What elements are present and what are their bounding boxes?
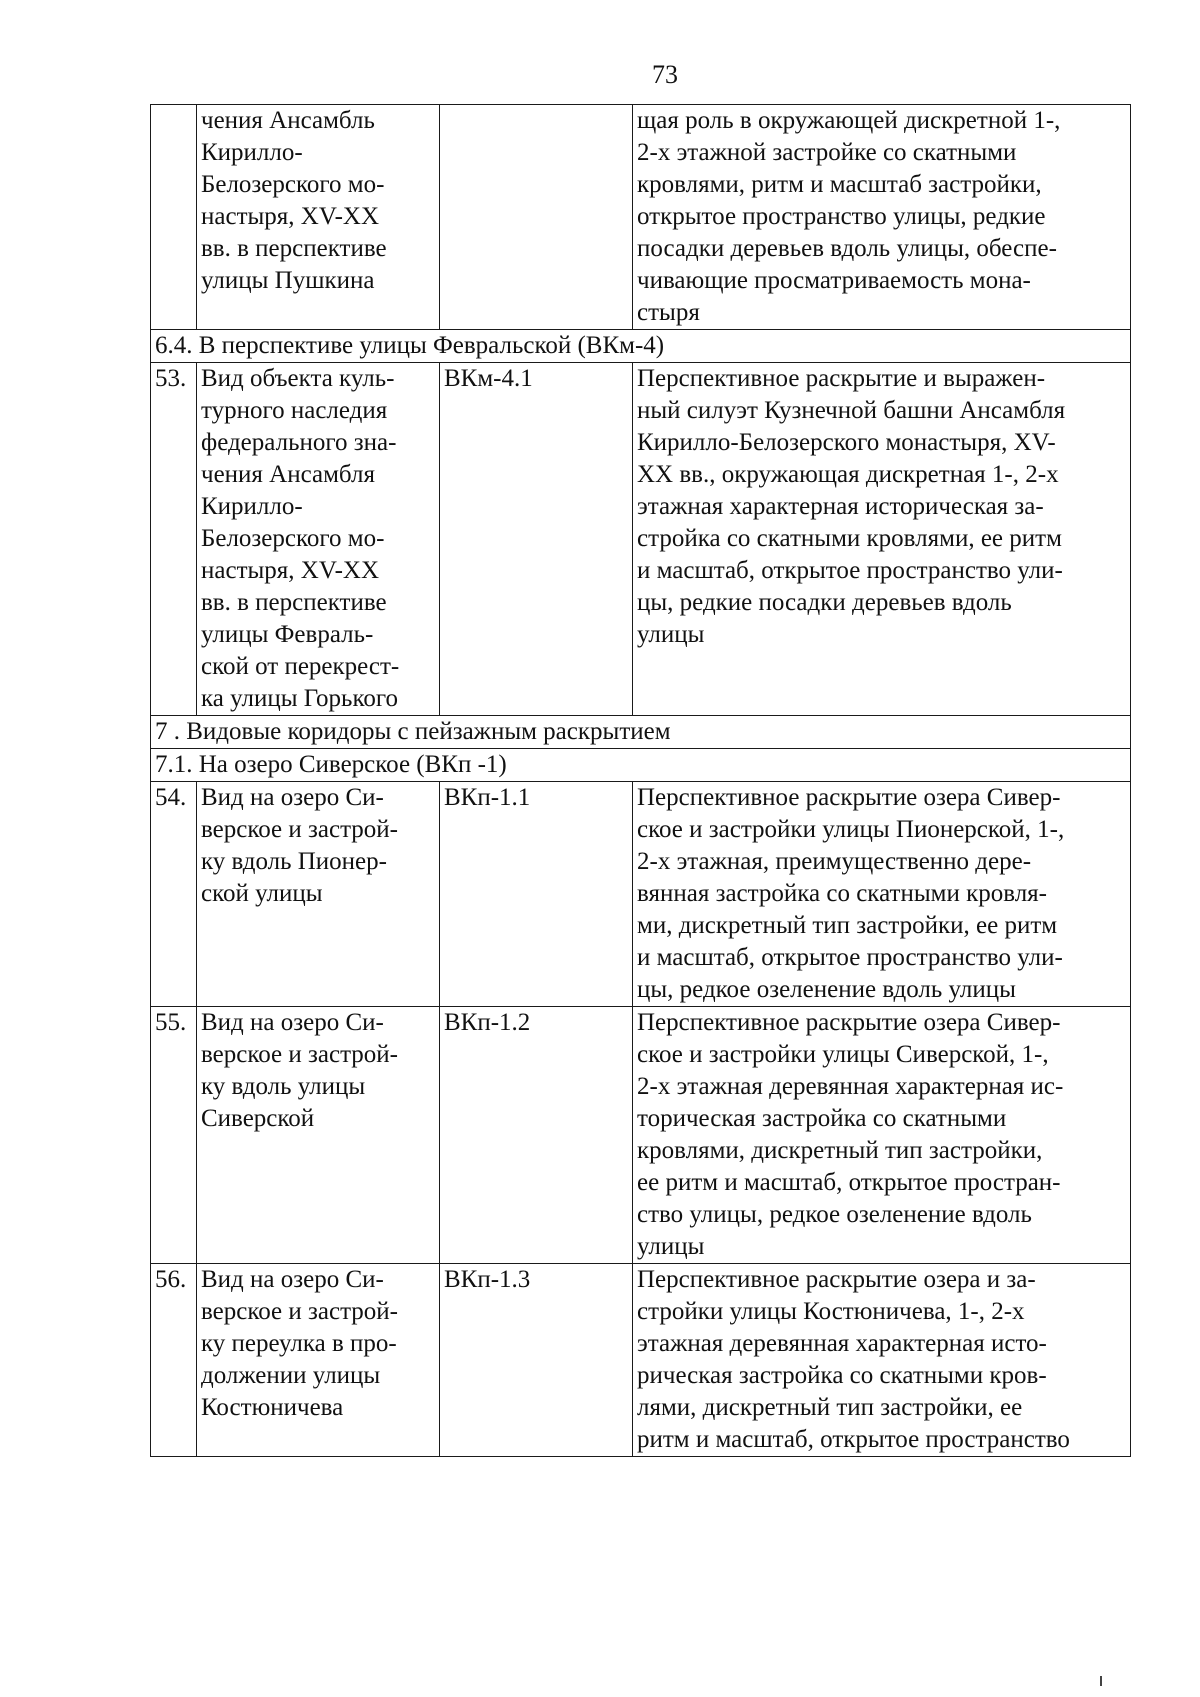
table-row xyxy=(151,105,1131,330)
section-heading-row xyxy=(151,716,1131,749)
section-heading: 6.4. В перспективе улицы Февральской (ВКм-4) xyxy=(151,330,1131,363)
view-corridors-table xyxy=(150,104,1131,1457)
scan-mark xyxy=(1100,1676,1102,1686)
row-number-cell: 56. xyxy=(151,1264,197,1457)
page-number: 73 xyxy=(652,60,678,89)
section-heading-row xyxy=(151,330,1131,363)
corridor-code-cell: ВКп-1.3 xyxy=(440,1264,633,1457)
description-cell: Перспективное раскрытие озера и за- стройки улицы Костюничева, 1-, 2-х этажная деревянная характерная исто- рическая застройка со скатными кров- лями, дискретный тип застройки, ее ритм и масштаб, открытое пространство xyxy=(633,1264,1131,1457)
view-name-cell: чения Ансамбль Кирилло- Белозерского мо- настыря, XV-XX вв. в перспективе улицы Пушкина xyxy=(197,105,440,330)
table-row xyxy=(151,363,1131,716)
description-cell: Перспективное раскрытие и выражен- ный силуэт Кузнечной башни Ансамбля Кирилло-Белозерского монастыря, XV- XX вв., окружающая дискретная 1-, 2-х этажная характерная историческая за- стройка со скатными кровлями, ее ритм и масштаб, открытое пространство ули- цы, редкие посадки деревьев вдоль улицы xyxy=(633,363,1131,716)
row-number-cell xyxy=(151,105,197,330)
description-cell: Перспективное раскрытие озера Сивер- ское и застройки улицы Пионерской, 1-, 2-х этажная, преимущественно дере- вянная застройка со скатными кровля- ми, дискретный тип застройки, ее ритм и масштаб, открытое пространство ули- цы, редкое озеленение вдоль улицы xyxy=(633,782,1131,1007)
section-heading: 7 . Видовые коридоры с пейзажным раскрытием xyxy=(151,716,1131,749)
view-name-cell: Вид на озеро Си- верское и застрой- ку переулка в про- должении улицы Костюничева xyxy=(197,1264,440,1457)
view-name-cell: Вид на озеро Си- верское и застрой- ку вдоль улицы Сиверской xyxy=(197,1007,440,1264)
corridor-code-cell xyxy=(440,105,633,330)
description-cell: Перспективное раскрытие озера Сивер- ское и застройки улицы Сиверской, 1-, 2-х этажная деревянная характерная ис- торическая застройка со скатными кровлями, дискретный тип застройки, ее ритм и масштаб, открытое простран- ство улицы, редкое озеленение вдоль улицы xyxy=(633,1007,1131,1264)
section-heading: 7.1. На озеро Сиверское (ВКп -1) xyxy=(151,749,1131,782)
corridor-code-cell: ВКп-1.2 xyxy=(440,1007,633,1264)
corridor-code-cell: ВКп-1.1 xyxy=(440,782,633,1007)
row-number-cell: 54. xyxy=(151,782,197,1007)
table-row xyxy=(151,782,1131,1007)
table-row xyxy=(151,1264,1131,1457)
row-number-cell: 55. xyxy=(151,1007,197,1264)
description-cell: щая роль в окружающей дискретной 1-, 2-х этажной застройке со скатными кровлями, ритм и масштаб застройки, открытое пространство улицы, редкие посадки деревьев вдоль улицы, обеспе- чивающие просматриваемость мона- стыря xyxy=(633,105,1131,330)
row-number-cell: 53. xyxy=(151,363,197,716)
view-name-cell: Вид объекта куль- турного наследия федерального зна- чения Ансамбля Кирилло- Белозерского мо- настыря, XV-XX вв. в перспективе улицы Февраль- ской от перекрест- ка улицы Горького xyxy=(197,363,440,716)
view-name-cell: Вид на озеро Си- верское и застрой- ку вдоль Пионер- ской улицы xyxy=(197,782,440,1007)
corridor-code-cell: ВКм-4.1 xyxy=(440,363,633,716)
section-heading-row xyxy=(151,749,1131,782)
table-row xyxy=(151,1007,1131,1264)
